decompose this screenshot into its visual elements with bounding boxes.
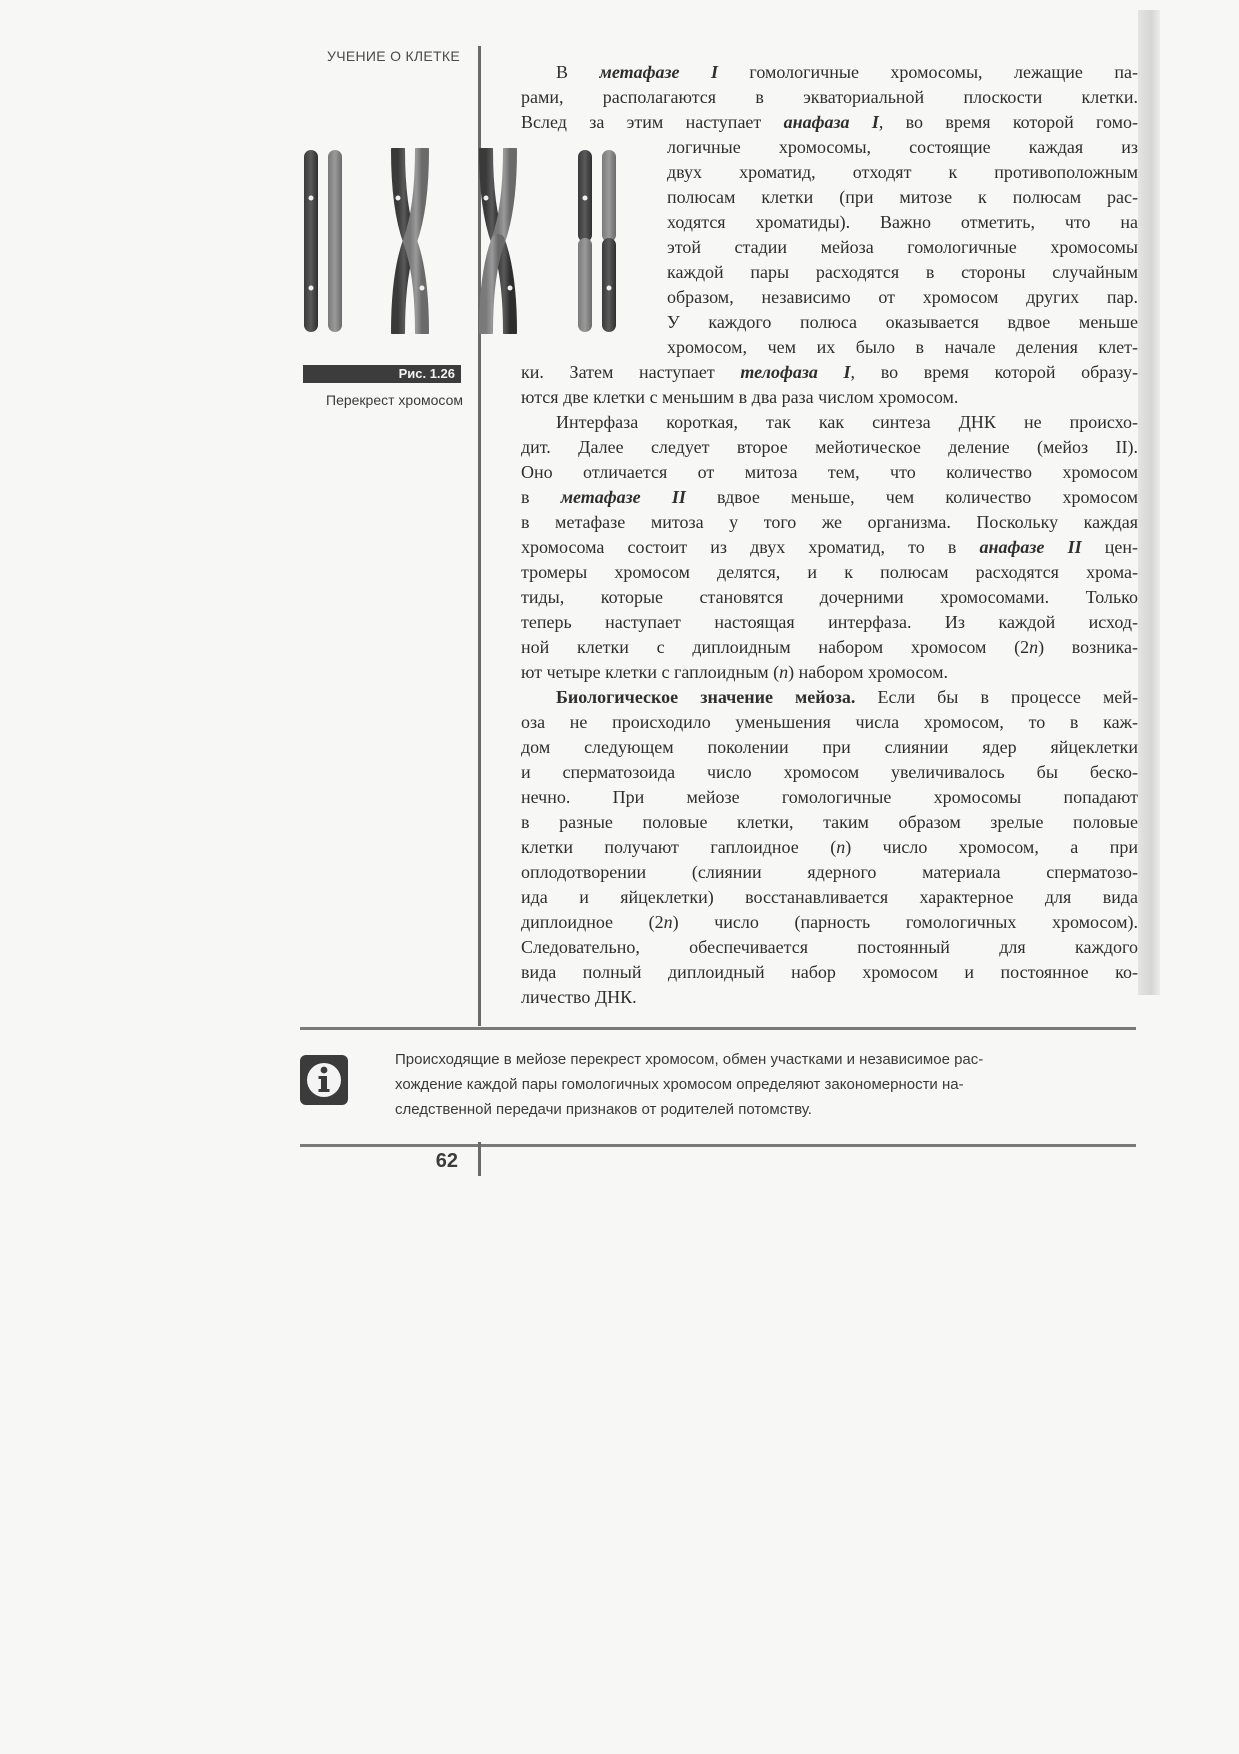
text-run: Интерфаза короткая, так как синтеза ДНК не происхо-	[556, 412, 1138, 432]
body-line	[521, 610, 1138, 635]
text-run: в	[521, 487, 561, 507]
chromosome-pair-4	[578, 150, 616, 332]
text-run: ) число хромосом, а при	[845, 837, 1138, 857]
text-run: n	[1029, 637, 1039, 657]
body-line	[521, 810, 1138, 835]
body-line	[667, 260, 1138, 285]
text-run: ) возника-	[1038, 637, 1138, 657]
divider-bottom	[300, 1144, 1136, 1147]
text-run: ной клетки с диплоидным набором хромосом (2	[521, 637, 1030, 657]
text-run: , во время которой образу-	[850, 362, 1138, 382]
body-line	[521, 785, 1138, 810]
body-line	[667, 285, 1138, 310]
body-line	[521, 585, 1138, 610]
text-run: вдвое меньше, чем количество хромосом	[685, 487, 1138, 507]
text-run: хромосом, чем их было в начале деления клет-	[667, 337, 1138, 357]
emphasis-term: метафазе I	[599, 62, 718, 82]
text-run: , во время которой гомо-	[878, 112, 1138, 132]
body-line	[521, 510, 1138, 535]
text-run: В	[556, 62, 600, 82]
body-line	[521, 535, 1138, 560]
text-run: Следовательно, обеспечивается постоянный для каждого	[521, 937, 1138, 957]
info-line-3: следственной передачи признаков от родителей потомству.	[395, 1101, 812, 1118]
text-run: У каждого полюса оказывается вдвое меньше	[667, 312, 1138, 332]
emphasis-term: анафазе II	[979, 537, 1082, 557]
text-run: оплодотворении (слиянии ядерного материала сперматозо-	[521, 862, 1138, 882]
emphasis-term: телофаза I	[740, 362, 851, 382]
page-edge-shadow	[1138, 10, 1160, 995]
text-run: Если бы в процессе мей-	[855, 687, 1138, 707]
text-run: нечно. При мейозе гомологичные хромосомы попадают	[521, 787, 1138, 807]
body-line	[521, 485, 1138, 510]
body-line	[667, 210, 1138, 235]
text-run: вида полный диплоидный набор хромосом и постоянное ко-	[521, 962, 1138, 982]
text-run: теперь наступает настоящая интерфаза. Из каждой исход-	[521, 612, 1138, 632]
body-line	[521, 760, 1138, 785]
text-run: n	[836, 837, 846, 857]
body-line	[667, 185, 1138, 210]
body-line	[521, 660, 948, 685]
text-run: дит. Далее следует второе мейотическое деление (мейоз II).	[521, 437, 1138, 457]
body-line	[521, 560, 1138, 585]
info-line-1: Происходящие в мейозе перекрест хромосом, обмен участками и независимое рас-	[395, 1051, 984, 1068]
chromosome-pair-1	[304, 150, 342, 332]
text-run: цен-	[1081, 537, 1138, 557]
body-line	[521, 910, 1138, 935]
chromosome-figure	[300, 148, 640, 334]
info-icon	[300, 1055, 348, 1105]
emphasis-term: анафаза I	[783, 112, 879, 132]
body-line	[667, 335, 1138, 360]
body-line	[521, 385, 958, 410]
body-line	[521, 860, 1138, 885]
text-run: каждой пары расходятся в стороны случайным	[667, 262, 1138, 282]
text-run: ) набором хромосом.	[788, 662, 949, 682]
text-run: Оно отличается от митоза тем, что количество хромосом	[521, 462, 1138, 482]
text-run: тромеры хромосом делятся, и к полюсам расходятся хрома-	[521, 562, 1138, 582]
text-run: хромосома состоит из двух хроматид, то в	[521, 537, 980, 557]
body-line	[521, 735, 1138, 760]
body-line	[521, 460, 1138, 485]
body-line	[521, 710, 1138, 735]
bold-heading: Биологическое значение мейоза.	[556, 687, 856, 707]
text-run: n	[663, 912, 673, 932]
running-head: УЧЕНИЕ О КЛЕТКЕ	[327, 48, 460, 64]
body-line	[521, 935, 1138, 960]
text-run: ида и яйцеклетки) восстанавливается характерное для вида	[521, 887, 1138, 907]
body-line	[556, 410, 1138, 435]
vertical-rule-footer	[478, 1142, 481, 1176]
body-line	[556, 685, 1138, 710]
body-line	[521, 635, 1138, 660]
text-run: оза не происходило уменьшения числа хромосом, то в каж-	[521, 712, 1138, 732]
page-number: 62	[435, 1150, 458, 1172]
body-line	[521, 360, 1138, 385]
text-run: личество ДНК.	[521, 987, 637, 1007]
text-run: ) число (парность гомологичных хромосом).	[672, 912, 1138, 932]
text-run: полюсам клетки (при митозе к полюсам рас-	[667, 187, 1138, 207]
text-run: логичные хромосомы, состоящие каждая из	[667, 137, 1138, 157]
text-run: дом следующем поколении при слиянии ядер яйцеклетки	[521, 737, 1138, 757]
emphasis-term: метафазе II	[560, 487, 686, 507]
text-run: рами, располагаются в экваториальной плоскости клетки.	[521, 87, 1138, 107]
body-line	[521, 85, 1138, 110]
info-line-2: хождение каждой пары гомологичных хромосом определяют закономерности на-	[395, 1076, 964, 1093]
text-run: ки. Затем наступает	[521, 362, 741, 382]
body-line	[667, 310, 1138, 335]
text-run: клетки получают гаплоидное (	[521, 837, 837, 857]
body-line	[667, 235, 1138, 260]
chromosome-pair-3	[484, 150, 513, 332]
body-line	[521, 985, 637, 1010]
body-line	[667, 135, 1138, 160]
text-run: в разные половые клетки, таким образом зрелые половые	[521, 812, 1138, 832]
text-run: гомологичные хромосомы, лежащие па-	[717, 62, 1138, 82]
body-line	[521, 110, 1138, 135]
text-run: в метафазе митоза у того же организма. Поскольку каждая	[521, 512, 1138, 532]
body-line	[521, 885, 1138, 910]
text-run: этой стадии мейоза гомологичные хромосомы	[667, 237, 1138, 257]
text-run: диплоидное (2	[521, 912, 664, 932]
body-line	[556, 60, 1138, 85]
text-run: Вслед за этим наступает	[521, 112, 784, 132]
text-run: ются две клетки с меньшим в два раза числом хромосом.	[521, 387, 959, 407]
text-run: тиды, которые становятся дочерними хромосомами. Только	[521, 587, 1138, 607]
body-line	[521, 835, 1138, 860]
body-line	[521, 960, 1138, 985]
text-run: и сперматозоида число хромосом увеличивалось бы беско-	[521, 762, 1138, 782]
divider-top	[300, 1027, 1136, 1030]
figure-label: Рис. 1.26	[303, 365, 461, 383]
body-line	[521, 435, 1138, 460]
text-run: ходятся хроматиды). Важно отметить, что на	[667, 212, 1138, 232]
text-run: образом, независимо от хромосом других пар.	[667, 287, 1138, 307]
body-line	[667, 160, 1138, 185]
figure-caption: Перекрест хромосом	[326, 392, 463, 408]
chromosome-pair-2	[396, 150, 425, 332]
text-run: n	[779, 662, 789, 682]
text-run: двух хроматид, отходят к противоположным	[667, 162, 1138, 182]
text-run: ют четыре клетки с гаплоидным (	[521, 662, 780, 682]
